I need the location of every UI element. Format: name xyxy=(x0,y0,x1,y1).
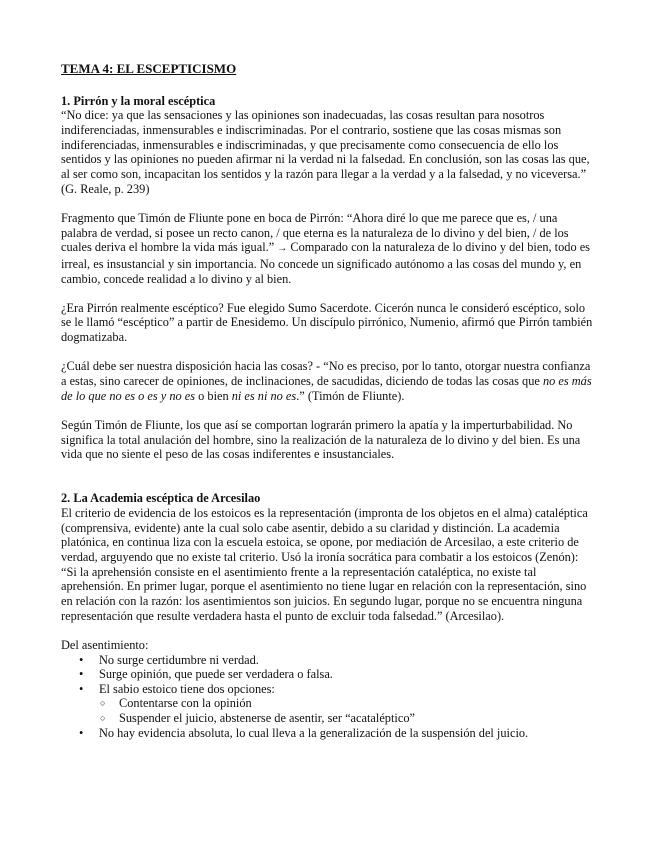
list-item: • Surge opinión, que puede ser verdadera o falsa. xyxy=(99,667,595,682)
paragraph-text: ¿Cuál debe ser nuestra disposición hacia las cosas? - “No es preciso, por lo tanto, otorgar nuestra confianza a estas, sino carecer de opiniones, de inclinaciones, de sacudidas, diciendo de todas las cosas que xyxy=(61,359,591,389)
list-item: • No surge certidumbre ni verdad. xyxy=(99,653,595,668)
paragraph: ¿Era Pirrón realmente escéptico? Fue elegido Sumo Sacerdote. Cicerón nunca le consideró escéptico, solo se le llamó “escéptico” a partir de Enesidemo. Un discípulo pirrónico, Numenio, afirmó que Pirrón también dogmatizaba. xyxy=(61,300,593,345)
paragraph-text: .” (Timón de Fliunte). xyxy=(296,388,405,403)
list-item: • No hay evidencia absoluta, lo cual lleva a la generalización de la suspensión del juicio. xyxy=(99,726,595,741)
paragraph-text: Comparado con la naturaleza de lo divino y del bien, todo es irreal, es insustancial y sin importancia. No concede un significado autónomo a las cosas del mundo y, en cambio, concede realidad a lo divino y al bien. xyxy=(61,240,590,286)
paragraph: “No dice: ya que las sensaciones y las opiniones son inadecuadas, las cosas resultan para nosotros indiferenciadas, inmensurables e indiscriminadas. Por el contrario, sostiene que las cosas mismas son indiferenciadas, inmensurables e indiscriminadas, y que precisamente como consecuencia de ello los sentidos y las opiniones no pueden afirmar ni la verdad ni la falsedad. En conclusión, son las cosas las que, al ser como son, incapacitan los sentidos y la razón para llegar a la verdad y a la falsedad, y no viceversa.” (G. Reale, p. 239) xyxy=(61,108,590,196)
sub-list-item: ○ Contentarse con la opinión xyxy=(119,696,595,711)
page-title: TEMA 4: EL ESCEPTICISMO xyxy=(61,61,237,76)
paragraph xyxy=(61,359,595,403)
arrow-icon: → xyxy=(277,243,288,255)
sub-list-item: ○ Suspender el juicio, abstenerse de asentir, ser “acataléptico” xyxy=(119,711,595,726)
sub-list xyxy=(99,696,595,725)
document-page xyxy=(61,62,595,740)
emphasis: no es más de lo que no es o es y no es xyxy=(61,374,592,403)
paragraph-text: Fragmento que Timón de Fliunte pone en boca de Pirrón: “Ahora diré lo que me parece que es, / una palabra de verdad, si posee un recto canon, / que eterna es la naturaleza de lo divino y del bien, / de los cuales deriva el hombre la vida más igual.” xyxy=(61,210,569,255)
paragraph xyxy=(61,211,595,286)
paragraph-text: o bien xyxy=(198,388,229,403)
list-item xyxy=(99,682,595,726)
section-1-heading: 1. Pirrón y la moral escéptica xyxy=(61,93,216,108)
paragraph: Según Timón de Fliunte, los que así se comportan lograrán primero la apatía y la imperturbabilidad. No significa la total anulación del hombre, sino la realización de la naturaleza de lo divino y del bien. Es una vida que no siente el peso de las cosas indiferentes e insustanciales. xyxy=(61,418,581,462)
list-intro: Del asentimiento: xyxy=(61,637,149,652)
emphasis: ni es ni no es xyxy=(231,388,297,403)
list-item-text: El sabio estoico tiene dos opciones: xyxy=(99,681,275,696)
paragraph: El criterio de evidencia de los estoicos es la representación (impronta de los objetos en el alma) cataléptica (comprensiva, evidente) ante la cual solo cabe asentir, debido a su claridad y distinción. La academia platónica, en continua liza con la escuela estoica, se opone, por mediación de Arcesilao, a este criterio de verdad, arguyendo que no existe tal criterio. Usó la ironía socrática para combatir a los estoicos (Zenón): “Si la aprehensión consiste en el asentimiento frente a la representación cataléptica, no existe tal aprehensión. En primer lugar, porque el asentimiento no tiene lugar en relación con la representación, sino en relación con la razón: los asentimientos son juicios. En segundo lugar, porque no se encuentra ninguna representación que resulte verdadera hasta el punto de excluir toda falsedad.” (Arcesilao). xyxy=(61,505,588,623)
section-2-heading: 2. La Academia escéptica de Arcesilao xyxy=(61,491,261,506)
bullet-list xyxy=(61,653,595,741)
